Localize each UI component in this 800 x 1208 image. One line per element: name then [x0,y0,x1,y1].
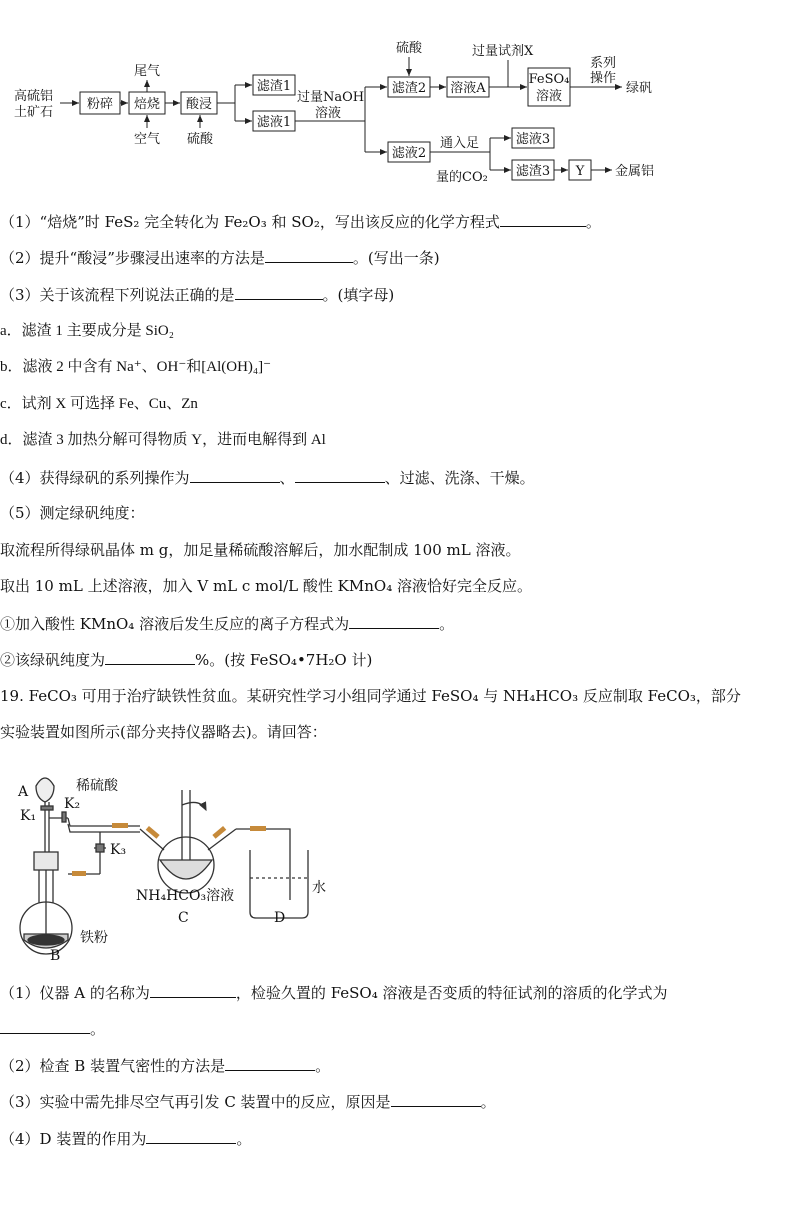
solution-a-label: 溶液A [450,81,486,96]
ore-label-1: 高硫铝 [14,89,54,104]
answer-blank[interactable] [391,1091,481,1107]
apparatus-a-label: A [18,784,29,800]
answer-blank[interactable] [190,467,280,483]
excess-naoh-label-2: 溶液 [315,106,342,121]
q18-part2: （2）提升“酸浸”步骤浸出速率的方法是 。(写出一条) [0,249,440,267]
q19-part1-cont: 。 [0,1018,105,1039]
residue1-label: 滤渣1 [256,79,292,94]
series-op-label-1: 系列 [590,56,617,71]
q19-part4: （4）D 装置的作用为 。 [0,1130,252,1148]
answer-blank[interactable] [295,467,385,483]
answer-blank[interactable] [225,1055,315,1071]
sulfuric-acid2-label: 硫酸 [395,41,423,56]
apparatus-d-label: D [274,910,286,926]
series-op-label-2: 操作 [590,71,617,86]
q18-part4: （4）获得绿矾的系列操作为 、 、过滤、洗涤、干燥。 [0,469,535,487]
filtrate1-label: 滤液1 [256,115,292,130]
excess-naoh-label-1: 过量NaOH [297,90,365,105]
air-label: 空气 [133,132,161,147]
co2-label-1: 通入足 [440,136,480,151]
k1-label: K₁ [20,808,37,824]
q18-part1: （1）“焙烧”时 FeS₂ 完全转化为 Fe₂O₃ 和 SO₂，写出该反应的化学方程式 。 [0,213,601,231]
iron-powder-label: 铁粉 [80,930,108,946]
answer-blank[interactable] [235,284,323,300]
nh4hco3-solution-label: NH₄HCO₃溶液 [136,888,235,904]
answer-blank[interactable] [500,211,586,227]
feso4-label-2: 溶液 [535,89,563,104]
tail-gas-label: 尾气 [133,64,161,79]
q18-option-c: c．试剂 X 可选择 Fe、Cu、Zn [0,396,198,412]
q19-stem-line2: 实验装置如图所示(部分夹持仪器略去)。请回答： [0,723,327,741]
q18-part5: （5）测定绿矾纯度： [0,504,145,522]
q19-part3: （3）实验中需先排尽空气再引发 C 装置中的反应，原因是 。 [0,1093,496,1111]
q18-part5-sub2: ②该绿矾纯度为 %。(按 FeSO₄•7H₂O 计) [0,651,373,669]
q18-option-b: b．滤液 2 中含有 Na⁺、OH⁻和[Al(OH)₄]⁻ [0,359,272,375]
apparatus-c-label: C [178,910,189,926]
co2-label-2: 量的CO₂ [436,170,488,185]
residue2-label: 滤渣2 [391,81,427,96]
q18-part3: （3）关于该流程下列说法正确的是 。(填字母) [0,286,395,304]
filtrate3-label: 滤液3 [515,132,551,147]
q19-stem-line1: 19. FeCO₃ 可用于治疗缺铁性贫血。某研究性学习小组同学通过 FeSO₄ 与 NH₄HCO₃ 反应制取 FeCO₃，部分 [0,687,741,705]
residue3-label: 滤渣3 [515,164,551,179]
answer-blank[interactable] [146,1128,236,1144]
k2-label: K₂ [64,796,81,812]
q18-option-a: a．滤渣 1 主要成分是 SiO₂ [0,323,174,339]
ore-label-2: 土矿石 [14,105,54,120]
q19-part2: （2）检查 B 装置气密性的方法是 。 [0,1057,331,1075]
apparatus-b-label: B [50,948,61,964]
answer-blank[interactable] [0,1018,90,1034]
q19-part1: （1）仪器 A 的名称为 ，检验久置的 FeSO₄ 溶液是否变质的特征试剂的溶质的化学式为 [0,984,668,1002]
k3-label: K₃ [110,842,127,858]
crush-label: 粉碎 [86,97,114,112]
roast-label: 焙烧 [133,97,161,112]
excess-reagent-x-label: 过量试剂X [472,44,534,59]
filtrate2-label: 滤液2 [391,146,427,161]
answer-blank[interactable] [105,649,195,665]
dilute-acid-label: 稀硫酸 [76,778,118,794]
sulfuric-acid-label: 硫酸 [186,132,214,147]
lab-apparatus-diagram [0,750,380,970]
q18-part5-sub1: ①加入酸性 KMnO₄ 溶液后发生反应的离子方程式为 。 [0,615,455,633]
answer-blank[interactable] [349,613,439,629]
water-label: 水 [312,880,326,896]
metal-al-label: 金属铝 [615,164,655,179]
q18-option-d: d．滤渣 3 加热分解可得物质 Y，进而电解得到 Al [0,432,326,448]
acid-leach-label: 酸浸 [185,97,213,112]
answer-blank[interactable] [150,982,236,998]
green-vitriol-label: 绿矾 [626,81,653,96]
feso4-label-1: FeSO₄ [528,72,570,87]
y-label: Y [575,164,585,179]
q18-part5-step1: 取流程所得绿矾晶体 m g，加足量稀硫酸溶解后，加水配制成 100 mL 溶液。 [0,541,521,559]
q18-part5-step2: 取出 10 mL 上述溶液，加入 V mL c mol/L 酸性 KMnO₄ 溶液恰好完全反应。 [0,577,532,595]
answer-blank[interactable] [265,247,353,263]
process-flowchart [0,0,800,200]
